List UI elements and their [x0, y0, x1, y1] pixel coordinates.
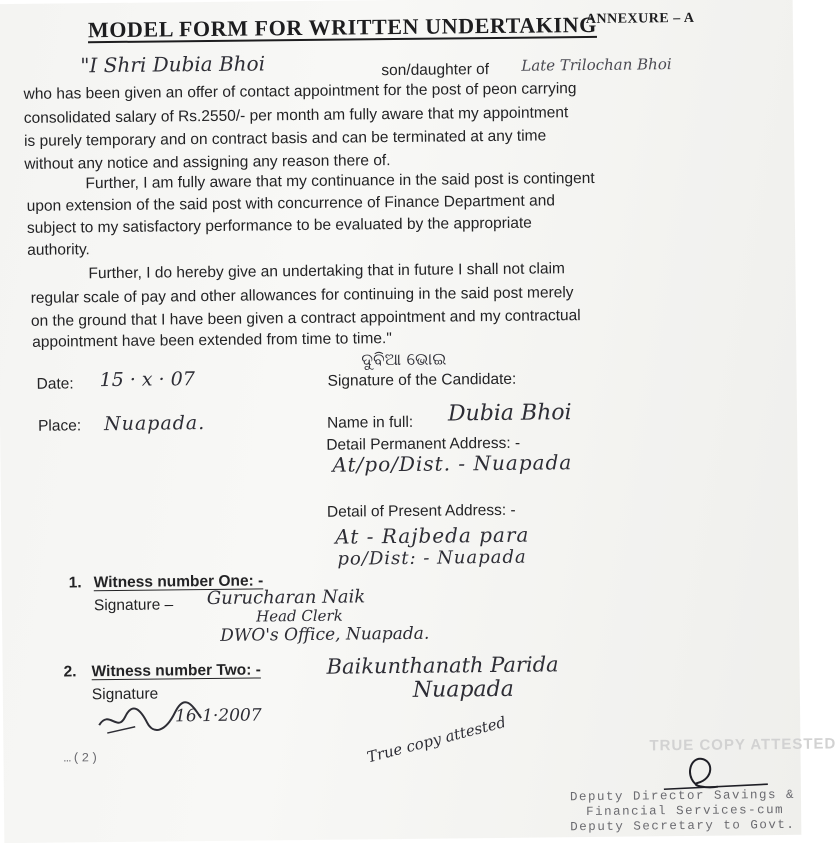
candidate-signature-label: Signature of the Candidate:: [327, 370, 517, 390]
witness-one-heading: Witness number One: -: [93, 572, 264, 592]
faded-text-line: …(2): [63, 751, 100, 766]
witness-two-heading: Witness number Two: -: [91, 661, 261, 681]
permanent-address-label: Detail Permanent Address: -: [326, 434, 521, 454]
document-title: MODEL FORM FOR WRITTEN UNDERTAKING: [87, 11, 597, 43]
witness-one-signature-name: Gurucharan Naik: [206, 586, 366, 610]
witness-two-number: 2.: [63, 663, 77, 681]
witness-one-signature-label: Signature –: [93, 596, 174, 615]
present-address-label: Detail of Present Address: -: [326, 501, 516, 521]
place-label: Place:: [37, 417, 82, 435]
body-line-6: upon extension of the said post with concurrence of Finance Department and: [26, 192, 555, 215]
present-address-line-2-handwritten: po/Dist: - Nuapada: [337, 546, 527, 570]
witness-two-signature-name: Baikunthanath Parida: [326, 652, 559, 679]
present-address-line-1-handwritten: At - Rajbeda para: [335, 522, 530, 549]
body-line-2: consolidated salary of Rs.2550/- per month am fully aware that my appointment: [23, 104, 569, 127]
official-initial-date-handwritten: 16·1·2007: [174, 705, 262, 727]
candidate-name-handwritten: "I Shri Dubia Bhoi: [80, 51, 266, 78]
body-line-10: regular scale of pay and other allowances for continuing in the said post merely: [30, 284, 574, 307]
true-copy-stamp: TRUE COPY ATTESTED: [649, 735, 837, 755]
officer-stamp-line-1: Deputy Director Savings &: [569, 787, 796, 805]
place-value-handwritten: Nuapada.: [103, 412, 206, 436]
officer-stamp-line-2: Financial Services-cum: [586, 802, 785, 820]
body-line-9: Further, I do hereby give an undertaking that in future I shall not claim: [88, 260, 565, 283]
body-line-12: appointment have been extended from time to time.": [32, 330, 392, 351]
permanent-address-handwritten: At/po/Dist. - Nuapada: [332, 450, 573, 477]
body-line-11: on the ground that I have been given a contract appointment and my contractual: [30, 307, 581, 330]
candidate-signature-handwritten: ଦୁବିଆ ଭୋଇ: [361, 349, 447, 371]
body-line-3: is purely temporary and on contract basis and can be terminated at any time: [23, 127, 547, 150]
body-line-7: subject to my satisfactory performance to be evaluated by the appropriate: [26, 214, 532, 237]
body-line-8: authority.: [27, 241, 90, 259]
name-in-full-label: Name in full:: [326, 413, 414, 432]
date-label: Date:: [36, 375, 74, 393]
body-line-4: without any notice and assigning any reason there of.: [24, 152, 391, 173]
body-line-1: who has been given an offer of contact appointment for the post of peon carrying: [23, 80, 577, 103]
witness-one-signature-designation: Head Clerk: [255, 606, 343, 626]
witness-two-signature-label: Signature: [91, 685, 159, 704]
witness-two-signature-place: Nuapada: [412, 676, 514, 703]
true-copy-attested-handwritten: True copy attested: [365, 712, 508, 767]
witness-one-number: 1.: [68, 574, 82, 592]
officer-stamp-line-3: Deputy Secretary to Govt.: [570, 817, 796, 835]
witness-one-signature-office: DWO's Office, Nuapada.: [220, 623, 430, 646]
annexure-label: ANNEXURE – A: [585, 10, 695, 28]
son-daughter-label: son/daughter of: [381, 61, 490, 80]
body-line-5: Further, I am fully aware that my continuance in the said post is contingent: [85, 169, 595, 193]
name-in-full-handwritten: Dubia Bhoi: [447, 400, 572, 427]
father-name-handwritten: Late Trilochan Bhoi: [521, 55, 672, 75]
date-value-handwritten: 15 · x · 07: [99, 368, 195, 392]
